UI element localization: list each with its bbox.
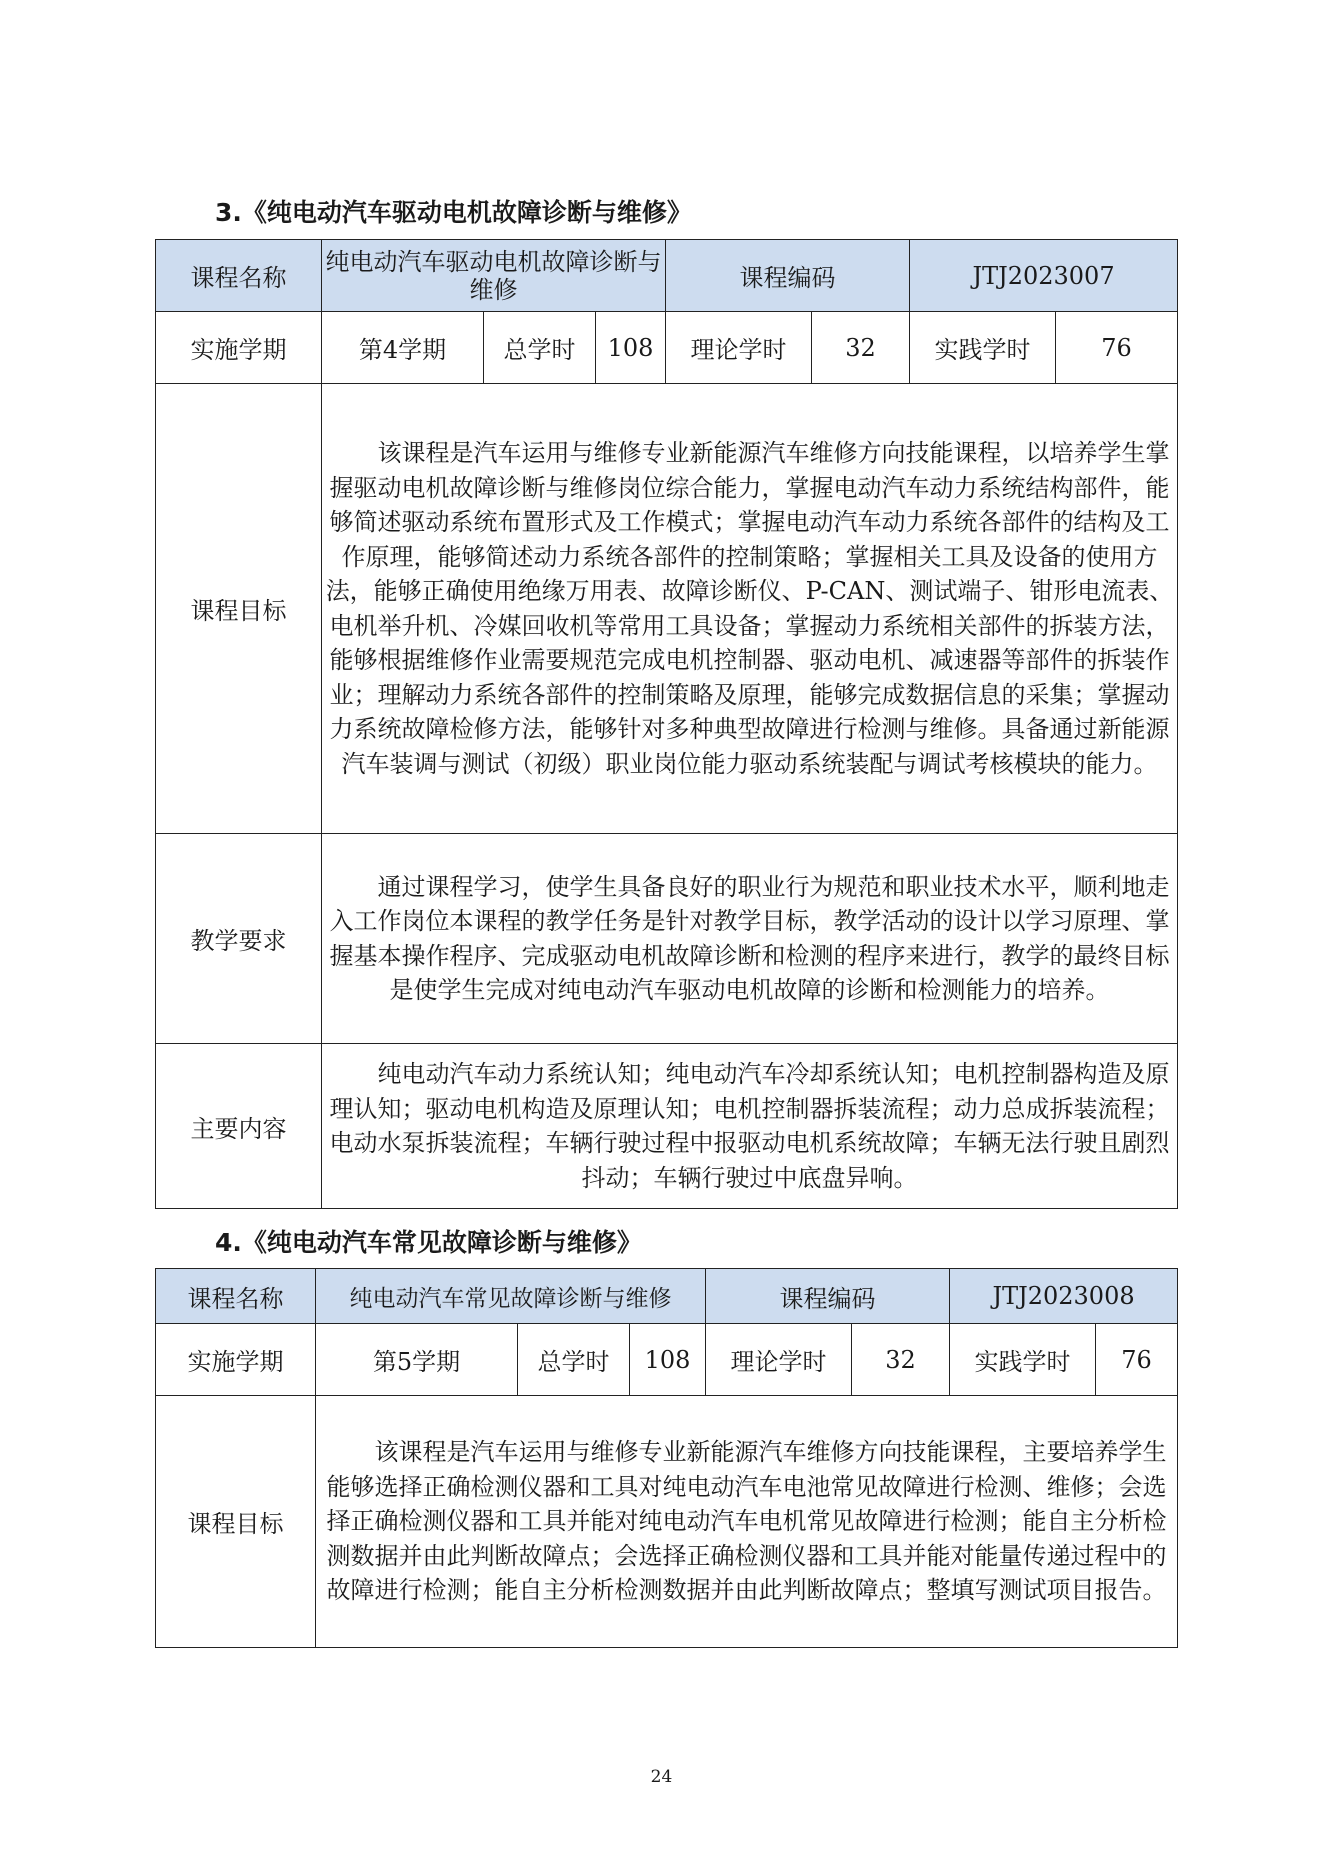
content-text: 纯电动汽车动力系统认知；纯电动汽车冷却系统认知；电机控制器构造及原理认知；驱动电机构造及原理认知；电机控制器拆装流程；动力总成拆装流程；电动水泵拆装流程；车辆行驶过程中报驱动电机系统故障；车辆无法行驶且剧烈抖动；车辆行驶过中底盘异响。 bbox=[322, 1044, 1178, 1209]
course-code-value: JTJ2023007 bbox=[910, 240, 1178, 312]
total-hours-label: 总学时 bbox=[484, 312, 596, 384]
theory-hours-value: 32 bbox=[852, 1324, 950, 1396]
practice-hours-value: 76 bbox=[1096, 1324, 1178, 1396]
semester-value: 第4学期 bbox=[322, 312, 484, 384]
theory-hours-label: 理论学时 bbox=[706, 1324, 852, 1396]
theory-hours-value: 32 bbox=[812, 312, 910, 384]
theory-hours-label: 理论学时 bbox=[666, 312, 812, 384]
course-table-4 bbox=[155, 1268, 1178, 1648]
practice-hours-label: 实践学时 bbox=[910, 312, 1056, 384]
section-3-heading: 3.《纯电动汽车驱动电机故障诊断与维修》 bbox=[215, 198, 692, 227]
semester-value: 第5学期 bbox=[316, 1324, 518, 1396]
course-code-label: 课程编码 bbox=[706, 1269, 950, 1324]
course-code-value: JTJ2023008 bbox=[950, 1269, 1178, 1324]
semester-label: 实施学期 bbox=[156, 1324, 316, 1396]
practice-hours-value: 76 bbox=[1056, 312, 1178, 384]
course-name-label: 课程名称 bbox=[156, 240, 322, 312]
objective-text: 该课程是汽车运用与维修专业新能源汽车维修方向技能课程，主要培养学生能够选择正确检测仪器和工具对纯电动汽车电池常见故障进行检测、维修；会选择正确检测仪器和工具并能对纯电动汽车电机常见故障进行检测；能自主分析检测数据并由此判断故障点；会选择正确检测仪器和工具并能对能量传递过程中的故障进行检测；能自主分析检测数据并由此判断故障点；整填写测试项目报告。 bbox=[316, 1396, 1178, 1648]
section-4-heading: 4.《纯电动汽车常见故障诊断与维修》 bbox=[215, 1228, 642, 1257]
total-hours-label: 总学时 bbox=[518, 1324, 630, 1396]
course-name-label: 课程名称 bbox=[156, 1269, 316, 1324]
content-label: 主要内容 bbox=[156, 1044, 322, 1209]
requirements-text: 通过课程学习，使学生具备良好的职业行为规范和职业技术水平，顺利地走入工作岗位本课程的教学任务是针对教学目标，教学活动的设计以学习原理、掌握基本操作程序、完成驱动电机故障诊断和检测的程序来进行，教学的最终目标是使学生完成对纯电动汽车驱动电机故障的诊断和检测能力的培养。 bbox=[322, 834, 1178, 1044]
requirements-label: 教学要求 bbox=[156, 834, 322, 1044]
semester-label: 实施学期 bbox=[156, 312, 322, 384]
practice-hours-label: 实践学时 bbox=[950, 1324, 1096, 1396]
total-hours-value: 108 bbox=[630, 1324, 706, 1396]
page-number: 24 bbox=[650, 1767, 673, 1787]
objective-label: 课程目标 bbox=[156, 1396, 316, 1648]
total-hours-value: 108 bbox=[596, 312, 666, 384]
objective-label: 课程目标 bbox=[156, 384, 322, 834]
course-name-value: 纯电动汽车常见故障诊断与维修 bbox=[316, 1269, 706, 1324]
course-name-value: 纯电动汽车驱动电机故障诊断与维修 bbox=[322, 240, 666, 312]
course-code-label: 课程编码 bbox=[666, 240, 910, 312]
course-table-3 bbox=[155, 239, 1178, 1209]
objective-text: 该课程是汽车运用与维修专业新能源汽车维修方向技能课程，以培养学生掌握驱动电机故障诊断与维修岗位综合能力，掌握电动汽车动力系统结构部件，能够简述驱动系统布置形式及工作模式；掌握电动汽车动力系统各部件的结构及工作原理，能够简述动力系统各部件的控制策略；掌握相关工具及设备的使用方法，能够正确使用绝缘万用表、故障诊断仪、P-CAN、测试端子、钳形电流表、电机举升机、冷媒回收机等常用工具设备；掌握动力系统相关部件的拆装方法，能够根据维修作业需要规范完成电机控制器、驱动电机、减速器等部件的拆装作业；理解动力系统各部件的控制策略及原理，能够完成数据信息的采集；掌握动力系统故障检修方法，能够针对多种典型故障进行检测与维修。具备通过新能源汽车装调与测试（初级）职业岗位能力驱动系统装配与调试考核模块的能力。 bbox=[322, 384, 1178, 834]
